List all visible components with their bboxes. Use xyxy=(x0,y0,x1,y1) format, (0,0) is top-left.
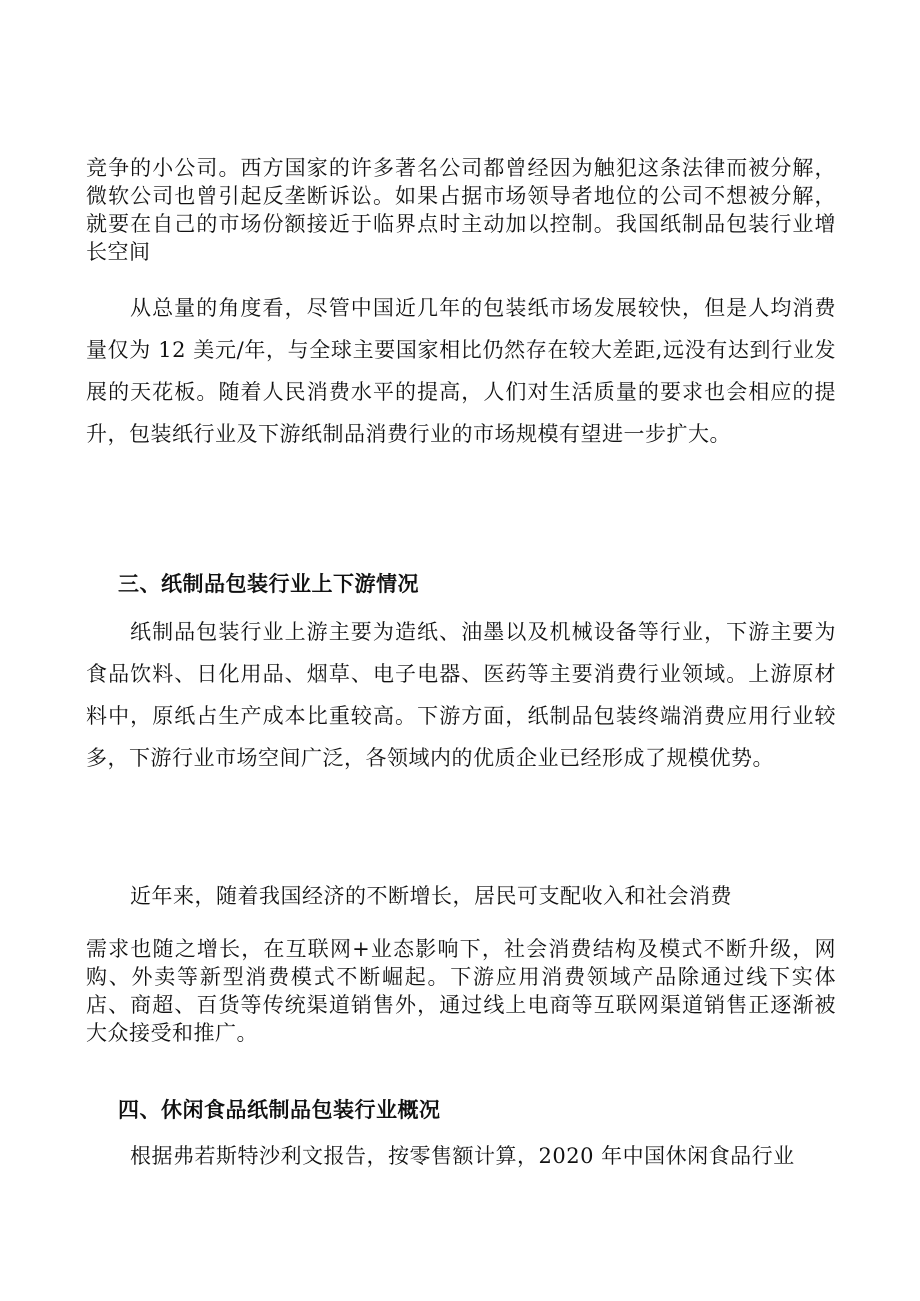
section-heading-upstream-downstream: 三、纸制品包装行业上下游情况 xyxy=(118,571,419,596)
paragraph-antitrust: 竞争的小公司。西方国家的许多著名公司都曾经因为触犯这条法律而被分解，微软公司也曾引起反垄断诉讼。如果占据市场领导者地位的公司不想被分解，就要在自己的市场份额接近于临界点时主动加以控制。我国纸制品包装行业增长空间 xyxy=(86,156,836,264)
paragraph-total-consumption: 从总量的角度看，尽管中国近几年的包装纸市场发展较快，但是人均消费量仅为 12 美元/年，与全球主要国家相比仍然存在较大差距,远没有达到行业发展的天花板。随着人民消费水平的提高，人们对生活质量的要求也会相应的提升，包装纸行业及下游纸制品消费行业的市场规模有望进一步扩大。 xyxy=(86,296,836,446)
paragraph-recent-years: 近年来，随着我国经济的不断增长，居民可支配收入和社会消费 xyxy=(130,884,732,908)
section-heading-snack-food: 四、休闲食品纸制品包装行业概况 xyxy=(118,1097,441,1122)
paragraph-frost-sullivan: 根据弗若斯特沙利文报告，按零售额计算，2020 年中国休闲食品行业 xyxy=(130,1144,795,1168)
paragraph-consumer-demand: 需求也随之增长，在互联网+业态影响下，社会消费结构及模式不断升级，网购、外卖等新型消费模式不断崛起。下游应用消费领域产品除通过线下实体店、商超、百货等传统渠道销售外，通过线上电商等互联网渠道销售正逐渐被大众接受和推广。 xyxy=(86,937,836,1045)
paragraph-upstream-downstream: 纸制品包装行业上游主要为造纸、油墨以及机械设备等行业，下游主要为食品饮料、日化用品、烟草、电子电器、医药等主要消费行业领域。上游原材料中，原纸占生产成本比重较高。下游方面，纸制品包装终端消费应用行业较多，下游行业市场空间广泛，各领域内的优质企业已经形成了规模优势。 xyxy=(86,620,836,770)
